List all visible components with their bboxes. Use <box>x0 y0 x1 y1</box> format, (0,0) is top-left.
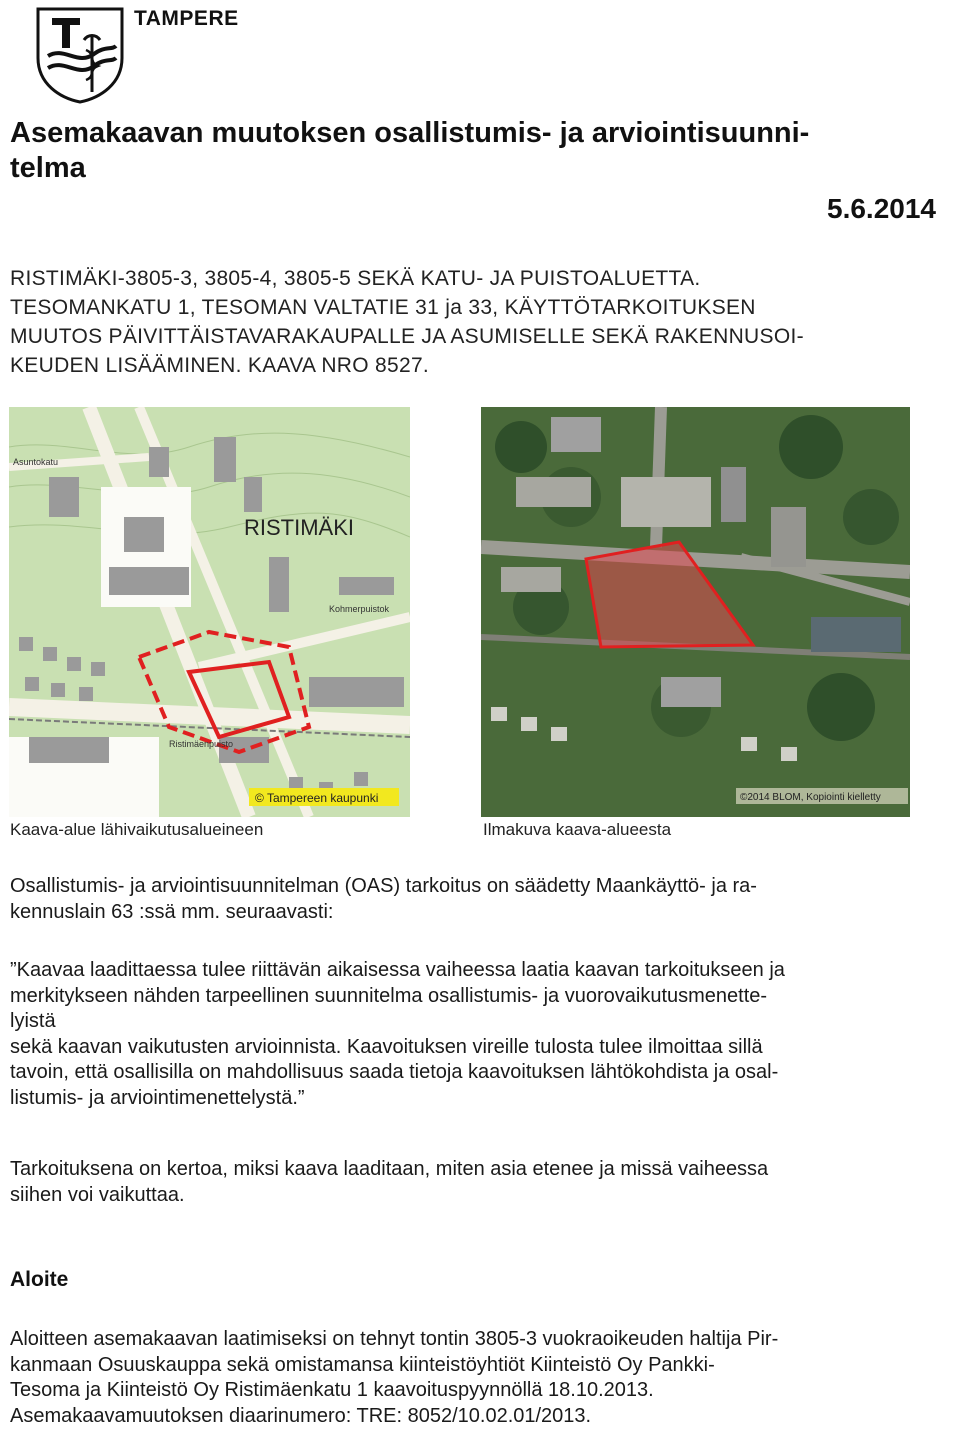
street-label: Kohmerpuistok <box>329 604 390 614</box>
right-figure-caption: Ilmakuva kaava-alueesta <box>483 820 672 839</box>
title-line: telma <box>10 152 86 184</box>
map-copyright: © Tampereen kaupunki <box>255 791 379 805</box>
map-label-ristimaki: RISTIMÄKI <box>244 515 355 540</box>
section-heading-aloite: Aloite <box>10 1268 69 1291</box>
purpose-paragraph <box>10 1157 955 1208</box>
subtitle-line: TESOMANKATU 1, TESOMAN VALTATIE 31 ja 33, KÄYTTÖTARKOITUKSEN <box>10 296 756 319</box>
title-line: Asemakaavan muutoksen osallistumis- ja arviointisuunni- <box>10 117 810 149</box>
subtitle-line: RISTIMÄKI-3805-3, 3805-4, 3805-5 SEKÄ KATU- JA PUISTOALUETTA. <box>10 267 701 290</box>
subtitle-line: KEUDEN LISÄÄMINEN. KAAVA NRO 8527. <box>10 354 430 377</box>
law-quote-paragraph <box>10 958 955 1111</box>
paragraph-line: kanmaan Osuuskauppa sekä omistamansa kiinteistöyhtiöt Kiinteistö Oy Pankki- <box>10 1353 715 1376</box>
plan-subtitle <box>10 264 950 380</box>
aerial-copyright: ©2014 BLOM, Kopiointi kielletty <box>740 792 881 803</box>
tampere-coat-of-arms-logo <box>34 6 126 104</box>
paragraph-line: Osallistumis- ja arviointisuunnitelman (OAS) tarkoitus on säädetty Maankäyttö- ja ra- <box>10 875 757 897</box>
paragraph-line: ”Kaavaa laadittaessa tulee riittävän aikaisessa vaiheessa laatia kaavan tarkoitukseen ja <box>10 959 785 981</box>
paragraph-line: lyistä <box>10 1010 56 1032</box>
subtitle-line: MUUTOS PÄIVITTÄISTAVARAKAUPALLE JA ASUMISELLE SEKÄ RAKENNUSOI- <box>10 325 804 348</box>
aerial-photo <box>481 407 910 817</box>
document-title <box>10 116 940 186</box>
paragraph-line: merkitykseen nähden tarpeellinen suunnitelma osallistumis- ja vuorovaikutusmenette- <box>10 984 768 1007</box>
paragraph-line: Tesoma ja Kiinteistö Oy Ristimäenkatu 1 kaavoituspyynnöllä 18.10.2013. <box>10 1379 654 1401</box>
paragraph-line: siihen voi vaikuttaa. <box>10 1183 185 1206</box>
paragraph-line: Asemakaavamuutoksen diaarinumero: TRE: 8052/10.02.01/2013. <box>10 1404 592 1427</box>
paragraph-line: Aloitteen asemakaavan laatimiseksi on tehnyt tontin 3805-3 vuokraoikeuden haltija Pir- <box>10 1328 779 1350</box>
planning-area-map <box>9 407 410 817</box>
paragraph-line: tavoin, että osallisilla on mahdollisuus saada tietoja kaavoituksen lähtökohdista ja osal- <box>10 1061 779 1083</box>
left-figure-caption: Kaava-alue lähivaikutusalueineen <box>10 820 264 839</box>
paragraph-line: Tarkoituksena on kertoa, miksi kaava laaditaan, miten asia etenee ja missä vaiheessa <box>10 1158 769 1180</box>
paragraph-line: sekä kaavan vaikutusten arvioinnista. Kaavoituksen vireille tulosta tulee ilmoittaa sillä <box>10 1035 763 1058</box>
oas-purpose-paragraph <box>10 874 955 925</box>
initiative-paragraph <box>10 1327 955 1429</box>
city-name: TAMPERE <box>134 7 239 30</box>
street-label: Asuntokatu <box>13 457 59 467</box>
street-label: Ristimäenpuisto <box>169 739 234 749</box>
paragraph-line: listumis- ja arviointimenettelystä.” <box>10 1086 305 1109</box>
document-date: 5.6.2014 <box>827 193 936 224</box>
paragraph-line: kennuslain 63 :ssä mm. seuraavasti: <box>10 900 334 923</box>
